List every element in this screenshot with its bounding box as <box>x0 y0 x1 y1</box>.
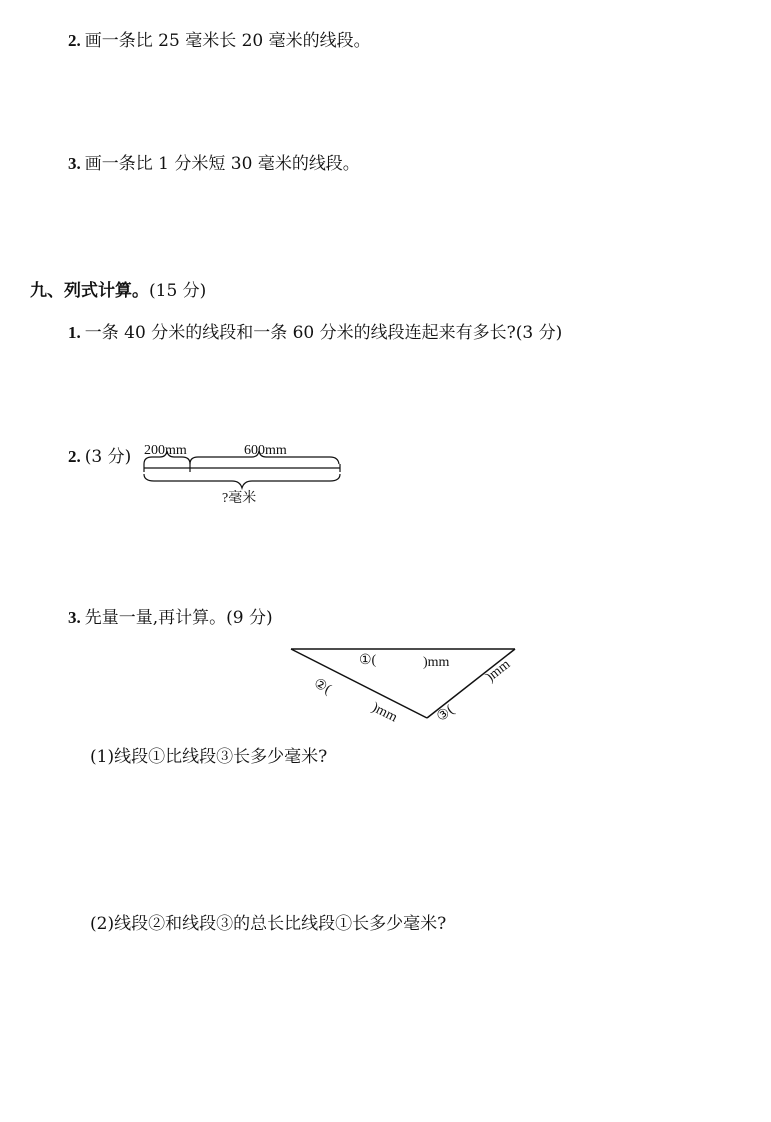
subquestion-text: (2)线段②和线段③的总长比线段①长多少毫米? <box>90 914 447 934</box>
question-9-2 <box>68 446 131 468</box>
label-total: ?毫米 <box>222 491 257 506</box>
question-number: 2. <box>68 447 81 466</box>
question-8-2 <box>68 30 371 52</box>
brace-total <box>144 474 340 488</box>
question-9-1 <box>68 322 562 344</box>
question-number: 1. <box>68 323 81 342</box>
label-200mm: 200mm <box>144 443 187 458</box>
question-8-3 <box>68 153 360 175</box>
question-9-3 <box>68 607 273 629</box>
section-points: (15 分) <box>149 281 207 301</box>
subquestion-text: (1)线段①比线段③长多少毫米? <box>90 747 328 767</box>
question-text: 画一条比 1 分米短 30 毫米的线段。 <box>84 154 360 174</box>
segment-2-unit: )mm <box>369 700 400 726</box>
question-number: 3. <box>68 154 81 173</box>
segment-3-label: ③( <box>434 702 458 726</box>
question-text: 先量一量,再计算。(9 分) <box>84 608 273 628</box>
segment-1-unit: )mm <box>423 655 450 670</box>
question-9-3-sub2 <box>90 913 446 935</box>
label-600mm: 600mm <box>244 443 287 458</box>
question-text: 画一条比 25 毫米长 20 毫米的线段。 <box>84 31 371 51</box>
triangle-figure <box>285 640 535 728</box>
question-9-3-sub1 <box>90 746 327 768</box>
section-title: 九、列式计算。 <box>30 281 149 301</box>
question-number: 3. <box>68 608 81 627</box>
question-text: 一条 40 分米的线段和一条 60 分米的线段连起来有多长?(3 分) <box>84 323 563 343</box>
segment-1-label: ①( <box>359 653 377 668</box>
question-points: (3 分) <box>84 447 132 467</box>
section-heading <box>30 280 206 302</box>
question-number: 2. <box>68 31 81 50</box>
segment-2-label: ②( <box>311 676 334 698</box>
segment-3-unit: )mm <box>483 657 514 686</box>
segment-sum-figure <box>140 438 350 510</box>
